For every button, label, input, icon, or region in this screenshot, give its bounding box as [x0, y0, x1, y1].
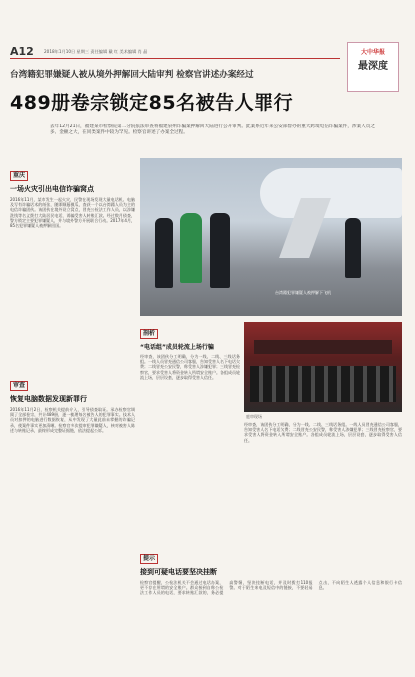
lead-paragraph: 去年12月21日，福建某市检察院第二分院依法审查将福建泉州诈骗案押解回大陆进行公开审判。此案系近年来公安部督办的重大跨境电信诈骗案件，涉案人员之多、金额之大，在同类案件中较为罕见。检察官讲述了办案全过程。 — [50, 124, 375, 135]
courtroom-caption: 庭审现场 — [246, 414, 262, 419]
main-headline: 489册卷宗锁定85名被告人罪行 — [10, 92, 294, 114]
courtroom-people — [250, 366, 396, 402]
page-number: A12 — [10, 45, 34, 58]
section-3-label: 剖析 — [140, 329, 158, 339]
section-4-label: 提示 — [140, 554, 158, 564]
section-3-title: “电话组”成员轮流上场行骗 — [140, 344, 214, 351]
figure-police-2 — [210, 213, 230, 288]
section-2-body: 2016年11月2日，检察机关提前介入，引导侦查取证。承办检察官调阅了全部卷宗，共计489册，逐一梳理每名被告人的犯罪事实。技术人员对扣押的电脑进行数据恢复，从中发现了大量此前未掌握的诈骗记录，使案件事实更加清晰。检察官多次提审犯罪嫌疑人，核对被害人陈述与转账记录，最终形成完整证据链，依法提起公诉。 — [10, 407, 135, 433]
section-1-label: 重庆 — [10, 171, 28, 181]
right-column-text: 经审查，该团伙分工明确，分为一线、二线、三线话务组。一线人员冒充通信公司客服，告知受害人名下电话欠费；二线冒充公安民警，称受害人涉嫌犯罪；三线冒充检察官，要求受害人将资金转入所谓安全账户。各组成员轮流上场，层层设套，逐步取得受害人信任。 — [244, 422, 402, 443]
section-1-title: 一场火灾引出电信诈骗窝点 — [10, 185, 94, 193]
courtroom-photo — [244, 322, 402, 412]
figure-green — [180, 213, 202, 283]
section-2-label: 审查 — [10, 381, 28, 391]
section-3-body: 经审查，该团伙分工明确，分为一线、二线、三线话务组。一线人员冒充通信公司客服，告知受害人名下电话欠费；二线冒充公安民警，称受害人涉嫌犯罪；三线冒充检察官，要求受害人将资金转入所谓安全账户。各组成员轮流上场，层层设套，逐步取得受害人信任。 — [140, 354, 240, 380]
masthead-rule — [10, 58, 340, 59]
section-2-title: 恢复电脑数据发现新罪行 — [10, 395, 87, 403]
masthead — [10, 45, 405, 57]
section-4-title: 接到可疑电话要坚决挂断 — [140, 568, 217, 576]
top-photo-caption: 台湾籍犯罪嫌疑人被押解下飞机 — [275, 290, 331, 295]
section-2 — [10, 372, 135, 662]
figure-police-1 — [155, 218, 173, 288]
brand-box — [347, 42, 399, 92]
brand-logo: 大中华报 — [360, 49, 385, 56]
courtroom-bench — [254, 340, 392, 354]
kicker: 台湾籍犯罪嫌疑人被从境外押解回大陆审判 检察官讲述办案经过 — [10, 70, 254, 80]
section-1-body: 2016年11月，某市发生一起火灾，民警在现场发现大量电话机、电脑及写有诈骗话术的纸张，随即顺藤摸瓜，查获一个以台湾籍人员为主的电信诈骗团伙。该团伙在境外设立窝点，冒充公检法工作人员，以涉嫌洗钱等名义拨打大陆居民电话，诱骗受害人转账汇款。经过数月侦查，警方锁定主要犯罪嫌疑人，并与境外警方开展联合行动。2017年4月，85名犯罪嫌疑人被押解回国。 — [10, 197, 135, 229]
section-4-body: 检察官提醒，公检法机关不会通过电话办案，更不存在所谓的安全账户。群众接到自称公检法工作人员的电话，要求转账汇款的，务必提高警惕，坚决挂断电话，并及时拨打110报警。对于陌生来电及短信中的链接，不要轻易点击，不向陌生人透露个人信息和银行卡信息。 — [140, 580, 402, 596]
column-name: 最深度 — [358, 61, 388, 72]
figure-police-3 — [345, 218, 361, 278]
airplane-shape — [260, 168, 402, 218]
date-line: 2018年1月10日 星期三 责任编辑 戴 红 美术编辑 肖 晶 — [44, 49, 148, 54]
top-photo — [140, 158, 402, 316]
section-4 — [140, 545, 402, 665]
section-1 — [10, 162, 135, 360]
section-3 — [140, 320, 240, 535]
